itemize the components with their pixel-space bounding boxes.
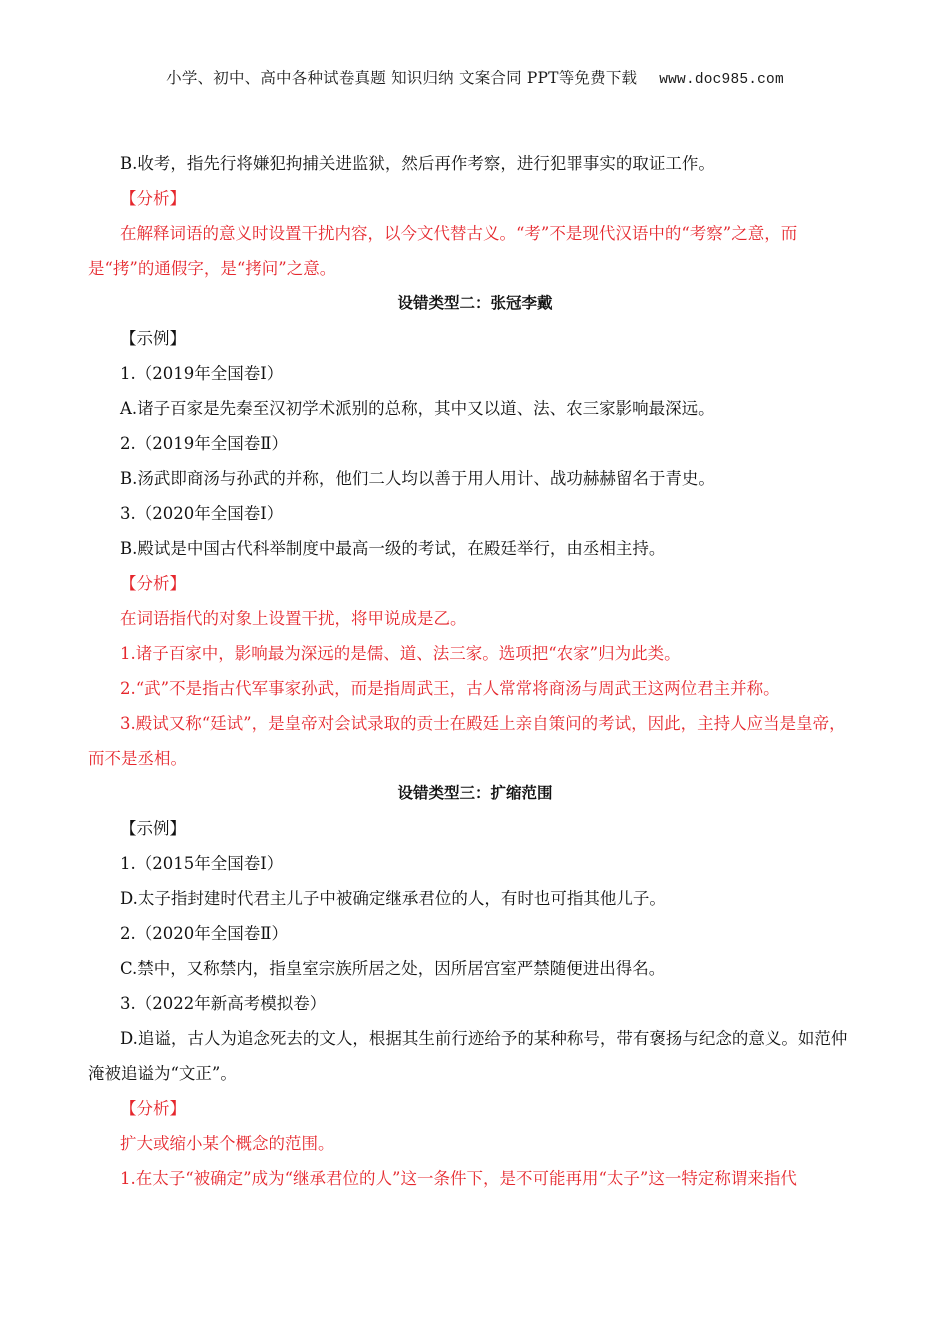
example-option: A.诸子百家是先秦至汉初学术派别的总称，其中又以道、法、农三家影响最深远。 bbox=[120, 399, 715, 418]
analysis-text: 扩大或缩小某个概念的范围。 bbox=[120, 1134, 335, 1153]
analysis-point: 3.殿试又称“廷试”，是皇帝对会试录取的贡士在殿廷上亲自策问的考试，因此，主持人应当是皇帝，而不是丞相。 bbox=[88, 714, 846, 768]
section-heading: 设错类型二：张冠李戴 bbox=[397, 294, 553, 312]
example-option: B.汤武即商汤与孙武的并称，他们二人均以善于用人用计、战功赫赫留名于青史。 bbox=[120, 469, 715, 488]
option-b-shoukao: B.收考，指先行将嫌犯拘捕关进监狱，然后再作考察，进行犯罪事实的取证工作。 bbox=[120, 154, 715, 173]
header-text: 小学、初中、高中各种试卷真题 知识归纳 文案合同 PPT等免费下载 bbox=[166, 69, 638, 87]
analysis-text: 在词语指代的对象上设置干扰，将甲说成是乙。 bbox=[120, 609, 467, 628]
section-heading: 设错类型三：扩缩范围 bbox=[397, 784, 553, 802]
analysis-point: 1.诸子百家中，影响最为深远的是儒、道、法三家。选项把“农家”归为此类。 bbox=[120, 644, 681, 663]
analysis-tag: 【分析】 bbox=[120, 189, 186, 208]
header-site-url[interactable]: www.doc985.com bbox=[659, 72, 784, 88]
example-source: 1.（2015年全国卷Ⅰ） bbox=[120, 854, 284, 873]
example-tag: 【示例】 bbox=[120, 819, 186, 838]
analysis-text: 在解释词语的意义时设置干扰内容，以今文代替古义。“考”不是现代汉语中的“考察”之意，而是“拷”的通假字，是“拷问”之意。 bbox=[88, 224, 798, 278]
analysis-point: 1.在太子“被确定”成为“继承君位的人”这一条件下，是不可能再用“太子”这一特定称谓来指代 bbox=[120, 1169, 797, 1188]
page-header bbox=[0, 66, 950, 88]
example-option: D.太子指封建时代君主儿子中被确定继承君位的人，有时也可指其他儿子。 bbox=[120, 889, 666, 908]
example-option: B.殿试是中国古代科举制度中最高一级的考试，在殿廷举行，由丞相主持。 bbox=[120, 539, 666, 558]
example-source: 1.（2019年全国卷Ⅰ） bbox=[120, 364, 284, 383]
analysis-tag: 【分析】 bbox=[120, 1099, 186, 1118]
example-tag: 【示例】 bbox=[120, 329, 186, 348]
example-source: 2.（2019年全国卷Ⅱ） bbox=[120, 434, 288, 453]
document-body bbox=[88, 146, 862, 1196]
example-source: 2.（2020年全国卷Ⅱ） bbox=[120, 924, 288, 943]
example-source: 3.（2020年全国卷Ⅰ） bbox=[120, 504, 284, 523]
example-option: D.追谥，古人为追念死去的文人，根据其生前行迹给予的某种称号，带有褒扬与纪念的意义。如范仲淹被追谥为“文正”。 bbox=[88, 1029, 848, 1083]
example-source: 3.（2022年新高考模拟卷） bbox=[120, 994, 327, 1013]
analysis-tag: 【分析】 bbox=[120, 574, 186, 593]
example-option: C.禁中，又称禁内，指皇室宗族所居之处，因所居宫室严禁随便进出得名。 bbox=[120, 959, 666, 978]
analysis-point: 2.“武”不是指古代军事家孙武，而是指周武王，古人常常将商汤与周武王这两位君主并称。 bbox=[120, 679, 780, 698]
